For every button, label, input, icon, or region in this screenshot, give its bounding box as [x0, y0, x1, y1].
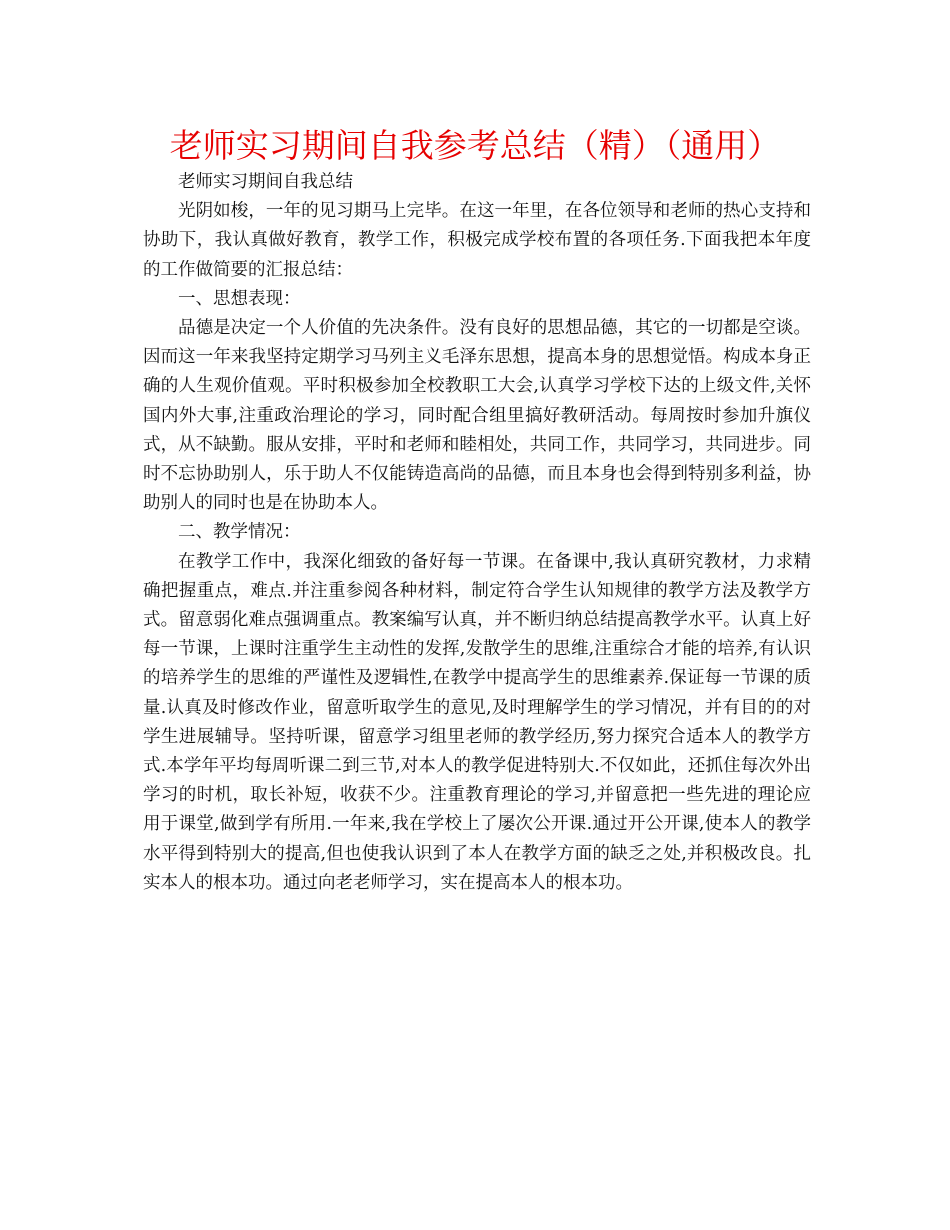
section-heading-thought: 一、思想表现： [178, 288, 301, 309]
intro-paragraph: 光阴如梭，一年的见习期马上完毕。在这一年里，在各位领导和老师的热心支持和协助下，我认真做好教育，教学工作，积极完成学校布置的各项任务.下面我把本年度的工作做简要的汇报总结： [143, 201, 811, 280]
document-subtitle: 老师实习期间自我总结 [178, 172, 353, 192]
document-body [143, 168, 811, 898]
section-paragraph-thought: 品德是决定一个人价值的先决条件。没有良好的思想品德，其它的一切都是空谈。因而这一年来我坚持定期学习马列主义毛泽东思想，提高本身的思想觉悟。构成本身正确的人生观价值观。平时积极参加全校教职工大会,认真学习学校下达的上级文件,关怀国内外大事,注重政治理论的学习，同时配合组里搞好教研活动。每周按时参加升旗仪式，从不缺勤。服从安排，平时和老师和睦相处，共同工作，共同学习，共同进步。同时不忘协助别人，乐于助人不仅能铸造高尚的品德，而且本身也会得到特别多利益，协助别人的同时也是在协助本人。 [143, 318, 811, 514]
section-paragraph-teaching: 在教学工作中，我深化细致的备好每一节课。在备课中,我认真研究教材，力求精确把握重点，难点.并注重参阅各种材料，制定符合学生认知规律的教学方法及教学方式。留意弱化难点强调重点。教案编写认真，并不断归纳总结提高教学水平。认真上好每一节课，上课时注重学生主动性的发挥,发散学生的思维,注重综合才能的培养,有认识的培养学生的思维的严谨性及逻辑性,在教学中提高学生的思维素养.保证每一节课的质量.认真及时修改作业，留意听取学生的意见,及时理解学生的学习情况，并有目的的对学生进展辅导。坚持听课，留意学习组里老师的教学经历,努力探究合适本人的教学方式.本学年平均每周听课二到三节,对本人的教学促进特别大.不仅如此，还抓住每次外出学习的时机，取长补短，收获不少。注重教育理论的学习,并留意把一些先进的理论应用于课堂,做到学有所用.一年来,我在学校上了屡次公开课.通过开公开课,使本人的教学水平得到特别大的提高,但也使我认识到了本人在教学方面的缺乏之处,并积极改良。扎实本人的根本功。通过向老老师学习，实在提高本人的根本功。 [143, 551, 811, 893]
document-title: 老师实习期间自我参考总结（精）（通用） [169, 126, 781, 165]
section-heading-teaching: 二、教学情况： [178, 522, 301, 543]
